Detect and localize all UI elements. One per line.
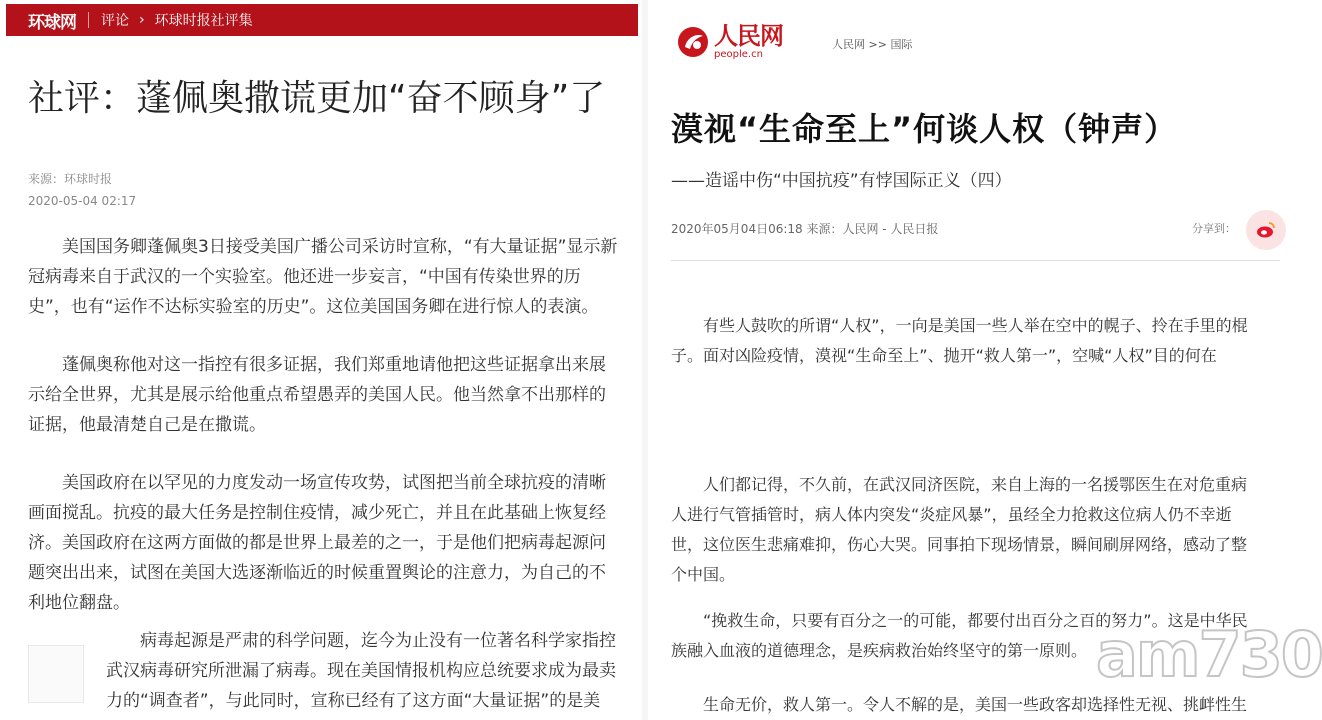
breadcrumb-section[interactable]: 国际 bbox=[890, 38, 913, 51]
image-placeholder-icon bbox=[28, 645, 84, 703]
article-paragraph: 生命无价，救人第一。令人不解的是，美国一些政客却选择性无视、挑衅性生 bbox=[703, 695, 1248, 714]
huanqiu-article-panel bbox=[0, 0, 642, 720]
article-paragraph: 病毒起源是严肃的科学问题，迄今为止没有一位著名科学家指控武汉病毒研究所泄漏了病毒。现在美国情报机构应总统要求成为最卖力的“调查者”，与此同时，宣称已经有了这方面“大量证据”的是美 bbox=[106, 631, 616, 711]
article-title: 社评：蓬佩奥撒谎更加“奋不顾身”了 bbox=[28, 78, 606, 119]
article-meta: 2020年05月04日06:18 来源：人民网 - 人民日报 bbox=[671, 222, 939, 236]
breadcrumb-separator: >> bbox=[868, 38, 887, 51]
weibo-share-button[interactable] bbox=[1246, 210, 1286, 250]
am730-watermark: am730 bbox=[1096, 618, 1322, 691]
article-subtitle: ——造谣中伤“中国抗疫”有悖国际正义（四） bbox=[671, 171, 1012, 191]
people-logo-cn: 人民网 bbox=[714, 21, 783, 50]
header-divider bbox=[88, 12, 89, 28]
article-paragraph: 美国政府在以罕见的力度发动一场宣传攻势，试图把当前全球抗疫的清晰画面搅乱。抗疫的最大任务是控制住疫情，减少死亡，并且在此基础上恢复经济。美国政府在这两方面做的都是世界上最差的之一，于是他们把病毒起源问题突出出来，试图在美国大选逐渐临近的时候重置舆论的注意力，为自己的不利地位翻盘。 bbox=[28, 473, 606, 613]
weibo-icon bbox=[1255, 219, 1277, 241]
article-title: 漠视“生命至上”何谈人权（钟声） bbox=[671, 110, 1178, 148]
article-paragraph: 蓬佩奥称他对这一指控有很多证据，我们郑重地请他把这些证据拿出来展示给全世界，尤其是展示给他重点希望愚弄的美国人民。他当然拿不出那样的证据，他最清楚自己是在撒谎。 bbox=[28, 355, 606, 435]
article-paragraph: 有些人鼓吹的所谓“人权”，一向是美国一些人举在空中的幌子、拎在手里的棍子。面对凶险疫情，漠视“生命至上”、抛开“救人第一”，空喊“人权”目的何在 bbox=[671, 316, 1248, 365]
site-logo[interactable]: 环球网 bbox=[28, 12, 76, 33]
breadcrumb-column[interactable]: 环球时报社评集 bbox=[154, 13, 253, 29]
share-label: 分享到： bbox=[1192, 222, 1236, 235]
breadcrumb-section[interactable]: 评论 bbox=[101, 13, 129, 29]
people-daily-logo[interactable] bbox=[676, 21, 783, 60]
breadcrumb-home[interactable]: 人民网 bbox=[832, 38, 865, 51]
people-daily-logo-icon bbox=[676, 25, 710, 59]
article-paragraph: “挽救生命，只要有百分之一的可能，都要付出百分之百的努力”。这是中华民族融入血液的道德理念，是疾病救治始终坚守的第一原则。 bbox=[671, 611, 1248, 660]
article-paragraph: 美国国务卿蓬佩奥3日接受美国广播公司采访时宣称，“有大量证据”显示新冠病毒来自于武汉的一个实验室。他还进一步妄言，“中国有传染世界的历史”，也有“运作不达标实验室的历史”。这位美国国务卿在进行惊人的表演。 bbox=[28, 237, 618, 317]
article-source: 来源：环球时报 bbox=[28, 172, 113, 186]
people-logo-en: people.cn bbox=[714, 49, 763, 60]
article-paragraph: 人们都记得，不久前，在武汉同济医院，来自上海的一名援鄂医生在对危重病人进行气管插管时，病人体内突发“炎症风暴”，虽经全力抢救这位病人仍不幸逝世，这位医生悲痛难抑，伤心大哭。同事拍下现场情景，瞬间刷屏网络，感动了整个中国。 bbox=[671, 475, 1248, 584]
site-header-bar bbox=[6, 4, 638, 36]
article-date: 2020-05-04 02:17 bbox=[28, 194, 137, 208]
article-meta bbox=[28, 168, 136, 212]
breadcrumb bbox=[832, 36, 912, 52]
breadcrumb-arrow-icon: › bbox=[139, 12, 145, 28]
header-rule bbox=[671, 260, 1280, 261]
article-body bbox=[28, 232, 618, 618]
